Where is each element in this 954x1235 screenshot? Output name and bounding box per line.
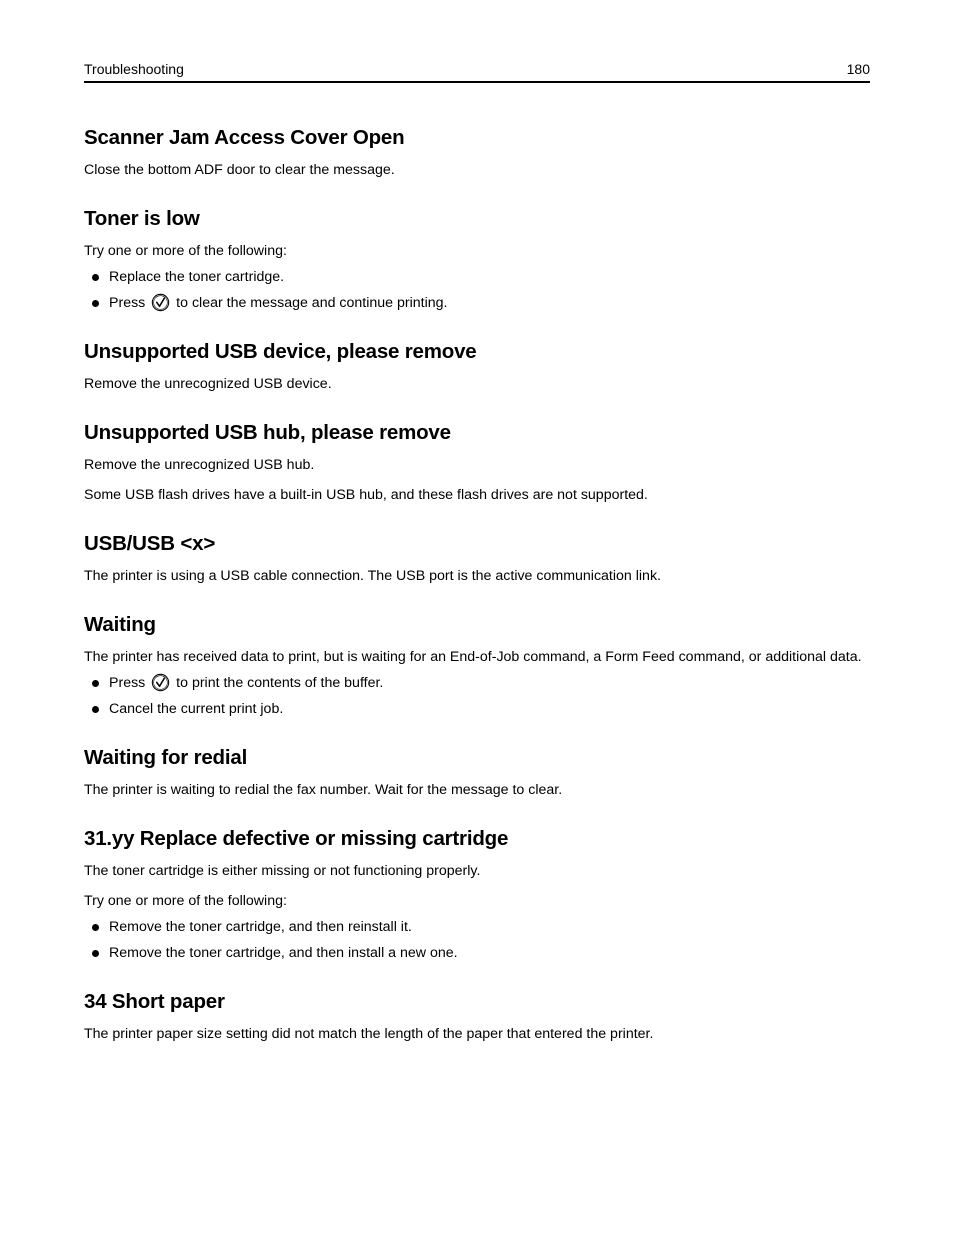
- section-paragraph: Try one or more of the following:: [84, 893, 287, 909]
- section-intro: Try one or more of the following:: [84, 243, 287, 259]
- section-usb-device: [84, 338, 870, 394]
- section-waiting-redial: [84, 744, 870, 800]
- check-button-icon: [151, 293, 170, 312]
- section-paragraph: The printer is using a USB cable connection. The USB port is the active communication link.: [84, 568, 661, 584]
- section-heading: Toner is low: [84, 207, 200, 230]
- bullet-icon: [92, 924, 99, 931]
- list-item: [84, 699, 870, 719]
- section-usb-x: [84, 530, 870, 586]
- list-item: [84, 673, 870, 693]
- bullet-icon: [92, 950, 99, 957]
- section-heading: 31.yy Replace defective or missing cartridge: [84, 827, 509, 850]
- section-paragraph: Remove the unrecognized USB device.: [84, 376, 332, 392]
- bullet-icon: [92, 706, 99, 713]
- bullet-list: [84, 267, 870, 313]
- list-item-text: Remove the toner cartridge, and then reinstall it.: [109, 919, 412, 935]
- list-item-post: to clear the message and continue printing.: [176, 295, 448, 311]
- list-item-text: Remove the toner cartridge, and then install a new one.: [109, 945, 458, 961]
- section-paragraph: The printer has received data to print, but is waiting for an End-of-Job command, a Form Feed command, or additional data.: [84, 649, 862, 665]
- section-heading: Unsupported USB device, please remove: [84, 340, 477, 363]
- section-34-short-paper: [84, 988, 870, 1044]
- section-paragraph: Some USB flash drives have a built-in USB hub, and these flash drives are not supported.: [84, 487, 648, 503]
- list-item-post: to print the contents of the buffer.: [176, 675, 384, 691]
- list-item: [84, 943, 870, 963]
- page-number: 180: [846, 61, 870, 77]
- section-heading: Scanner Jam Access Cover Open: [84, 126, 405, 149]
- page-header: [84, 60, 870, 83]
- bullet-icon: [92, 300, 99, 307]
- bullet-icon: [92, 680, 99, 687]
- bullet-list: [84, 673, 870, 719]
- list-item-text: Cancel the current print job.: [109, 701, 284, 717]
- section-heading: 34 Short paper: [84, 990, 225, 1013]
- section-paragraph: The toner cartridge is either missing or not functioning properly.: [84, 863, 481, 879]
- header-section-title: Troubleshooting: [84, 61, 184, 77]
- section-heading: USB/USB <x>: [84, 532, 216, 555]
- section-paragraph: The printer paper size setting did not match the length of the paper that entered the printer.: [84, 1026, 654, 1042]
- section-waiting: [84, 611, 870, 719]
- list-item-pre: Press: [109, 675, 146, 691]
- check-button-icon: [151, 673, 170, 692]
- bullet-list: [84, 917, 870, 963]
- list-item-pre: Press: [109, 295, 146, 311]
- section-31yy-cartridge: [84, 825, 870, 963]
- section-paragraph: The printer is waiting to redial the fax number. Wait for the message to clear.: [84, 782, 563, 798]
- section-paragraph: Remove the unrecognized USB hub.: [84, 457, 315, 473]
- section-scanner-jam: [84, 124, 870, 180]
- section-usb-hub: [84, 419, 870, 505]
- bullet-icon: [92, 274, 99, 281]
- section-heading: Waiting: [84, 613, 156, 636]
- section-heading: Waiting for redial: [84, 746, 248, 769]
- list-item: [84, 293, 870, 313]
- list-item: [84, 267, 870, 287]
- section-heading: Unsupported USB hub, please remove: [84, 421, 451, 444]
- page-content: [84, 124, 870, 1069]
- section-paragraph: Close the bottom ADF door to clear the message.: [84, 162, 395, 178]
- list-item: [84, 917, 870, 937]
- section-toner-low: [84, 205, 870, 313]
- list-item-text: Replace the toner cartridge.: [109, 269, 285, 285]
